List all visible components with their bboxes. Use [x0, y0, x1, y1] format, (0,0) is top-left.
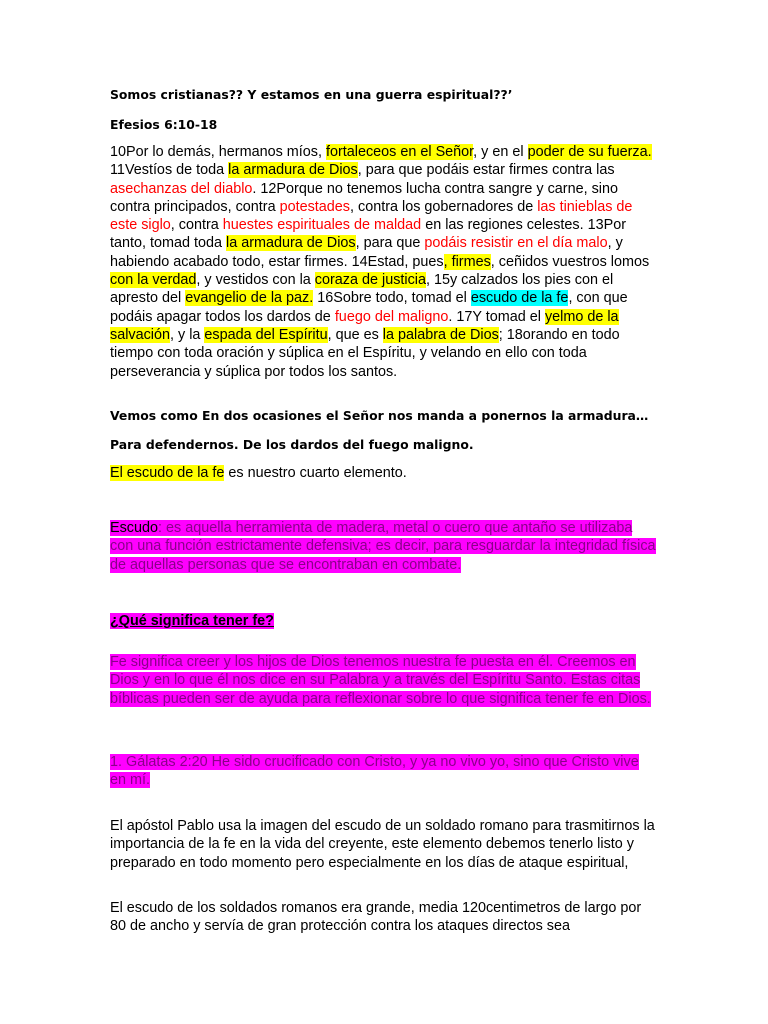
red-text: huestes espirituales de maldad: [222, 217, 422, 234]
shield-of-faith-highlight: El escudo de la fe: [110, 465, 225, 481]
paragraph-pablo: El apóstol Pablo usa la imagen del escudo de un soldado romano para trasmitirnos la importancia de la fe en la vida del creyente, este elemento debemos tenerlo listo y preparado en todo momento pero especialmente en los días de ataque espiritual,: [110, 818, 655, 871]
highlight-yellow: yelmo de la salvación: [110, 308, 619, 343]
galatas-citation: [110, 753, 656, 790]
passage-text: , que es: [327, 326, 383, 343]
document-title: Somos cristianas?? Y estamos en una guerra espiritual??’: [110, 87, 513, 102]
red-text: podáis resistir en el día malo: [424, 235, 608, 252]
passage-text: , para que: [355, 235, 425, 252]
escudo-term: Escudo: [110, 520, 158, 536]
highlight-yellow: la armadura de Dios: [226, 235, 356, 252]
passage-text: , ceñidos vuestros lomos: [490, 253, 650, 270]
passage-text: 10Por lo demás, hermanos míos,: [110, 144, 326, 160]
passage-text: 11Vestíos de toda: [110, 162, 229, 179]
passage-text: , y vestidos con la: [196, 272, 315, 289]
passage-text: . 12Porque no tenemos lucha contra sangre y carne, sino contra principados, contra: [110, 180, 619, 215]
faith-meaning-text: Fe significa creer y los hijos de Dios tenemos nuestra fe puesta en él. Creemos en Dios y en lo que él nos dice en su Palabra y a través del Espíritu Santo. Estas citas bíblicas pueden ser de ayuda para reflexionar sobre lo que significa tener fe en Dios.: [110, 654, 651, 707]
highlight-yellow: fortaleceos en el Señor: [325, 144, 474, 160]
highlight-yellow: la armadura de Dios: [228, 162, 358, 179]
passage-text: ; 18orando en todo tiempo con toda oración y súplica en el Espíritu, y velando en ello con toda perseverancia y súplica por todos los santos.: [110, 326, 620, 380]
passage-text: , y habiendo acabado todo, estar firmes. 14Estad, pues: [110, 235, 623, 270]
scripture-passage: [110, 143, 656, 381]
red-text: fuego del maligno: [334, 308, 449, 325]
faith-question: [110, 612, 656, 630]
escudo-definition: [110, 519, 656, 574]
fourth-element-text: es nuestro cuarto elemento.: [224, 465, 407, 481]
scripture-reference: Efesios 6:10-18: [110, 117, 218, 132]
highlight-yellow: evangelio de la paz.: [185, 290, 314, 307]
faith-meaning: [110, 653, 656, 708]
passage-text: , 15y calzados los pies con el apresto del: [110, 272, 614, 307]
fourth-element-line: [110, 464, 656, 482]
passage-text: en las regiones celestes. 13Por tanto, tomad toda: [110, 217, 626, 252]
highlight-yellow: con la verdad: [110, 272, 197, 289]
escudo-definition-text: : es aquella herramienta de madera, metal o cuero que antaño se utilizaba con una función estrictamente defensiva; es decir, para resguardar la integridad física de aquellas personas que se encontraban en combate.: [110, 520, 656, 573]
red-text: asechanzas del diablo: [110, 180, 253, 197]
note-defend: Para defendernos. De los dardos del fuego maligno.: [110, 437, 474, 452]
highlight-yellow: , firmes: [443, 253, 491, 270]
passage-text: , con que podáis apagar todos los dardos de: [110, 290, 628, 325]
passage-text: . 17Y tomad el: [448, 308, 545, 325]
highlight-yellow: poder de su fuerza.: [527, 144, 652, 160]
galatas-text: 1. Gálatas 2:20 He sido crucificado con Cristo, y ya no vivo yo, sino que Cristo vive en mí.: [110, 754, 639, 789]
highlight-yellow: espada del Espíritu: [204, 326, 328, 343]
note-armor: Vemos como En dos ocasiones el Señor nos manda a ponernos la armadura…: [110, 408, 649, 423]
faith-question-text: ¿Qué significa tener fe?: [110, 613, 274, 629]
passage-text: 16Sobre todo, tomad el: [313, 290, 471, 307]
passage-text: , y en el: [473, 144, 528, 160]
red-text: las tinieblas de este siglo: [110, 198, 633, 234]
highlight-cyan: escudo de la fe: [470, 290, 569, 307]
highlight-yellow: coraza de justicia: [314, 272, 426, 289]
red-text: potestades: [279, 198, 351, 215]
paragraph-roman-shield: El escudo de los soldados romanos era grande, media 120centimetros de largo por 80 de ancho y servía de gran protección contra los ataques directos sea: [110, 900, 642, 935]
passage-text: , para que podáis estar firmes contra las: [357, 162, 615, 179]
highlight-yellow: la palabra de Dios: [382, 326, 499, 343]
passage-text: , contra: [170, 217, 223, 234]
passage-text: , y la: [170, 326, 205, 343]
passage-text: , contra los gobernadores de: [350, 198, 538, 215]
